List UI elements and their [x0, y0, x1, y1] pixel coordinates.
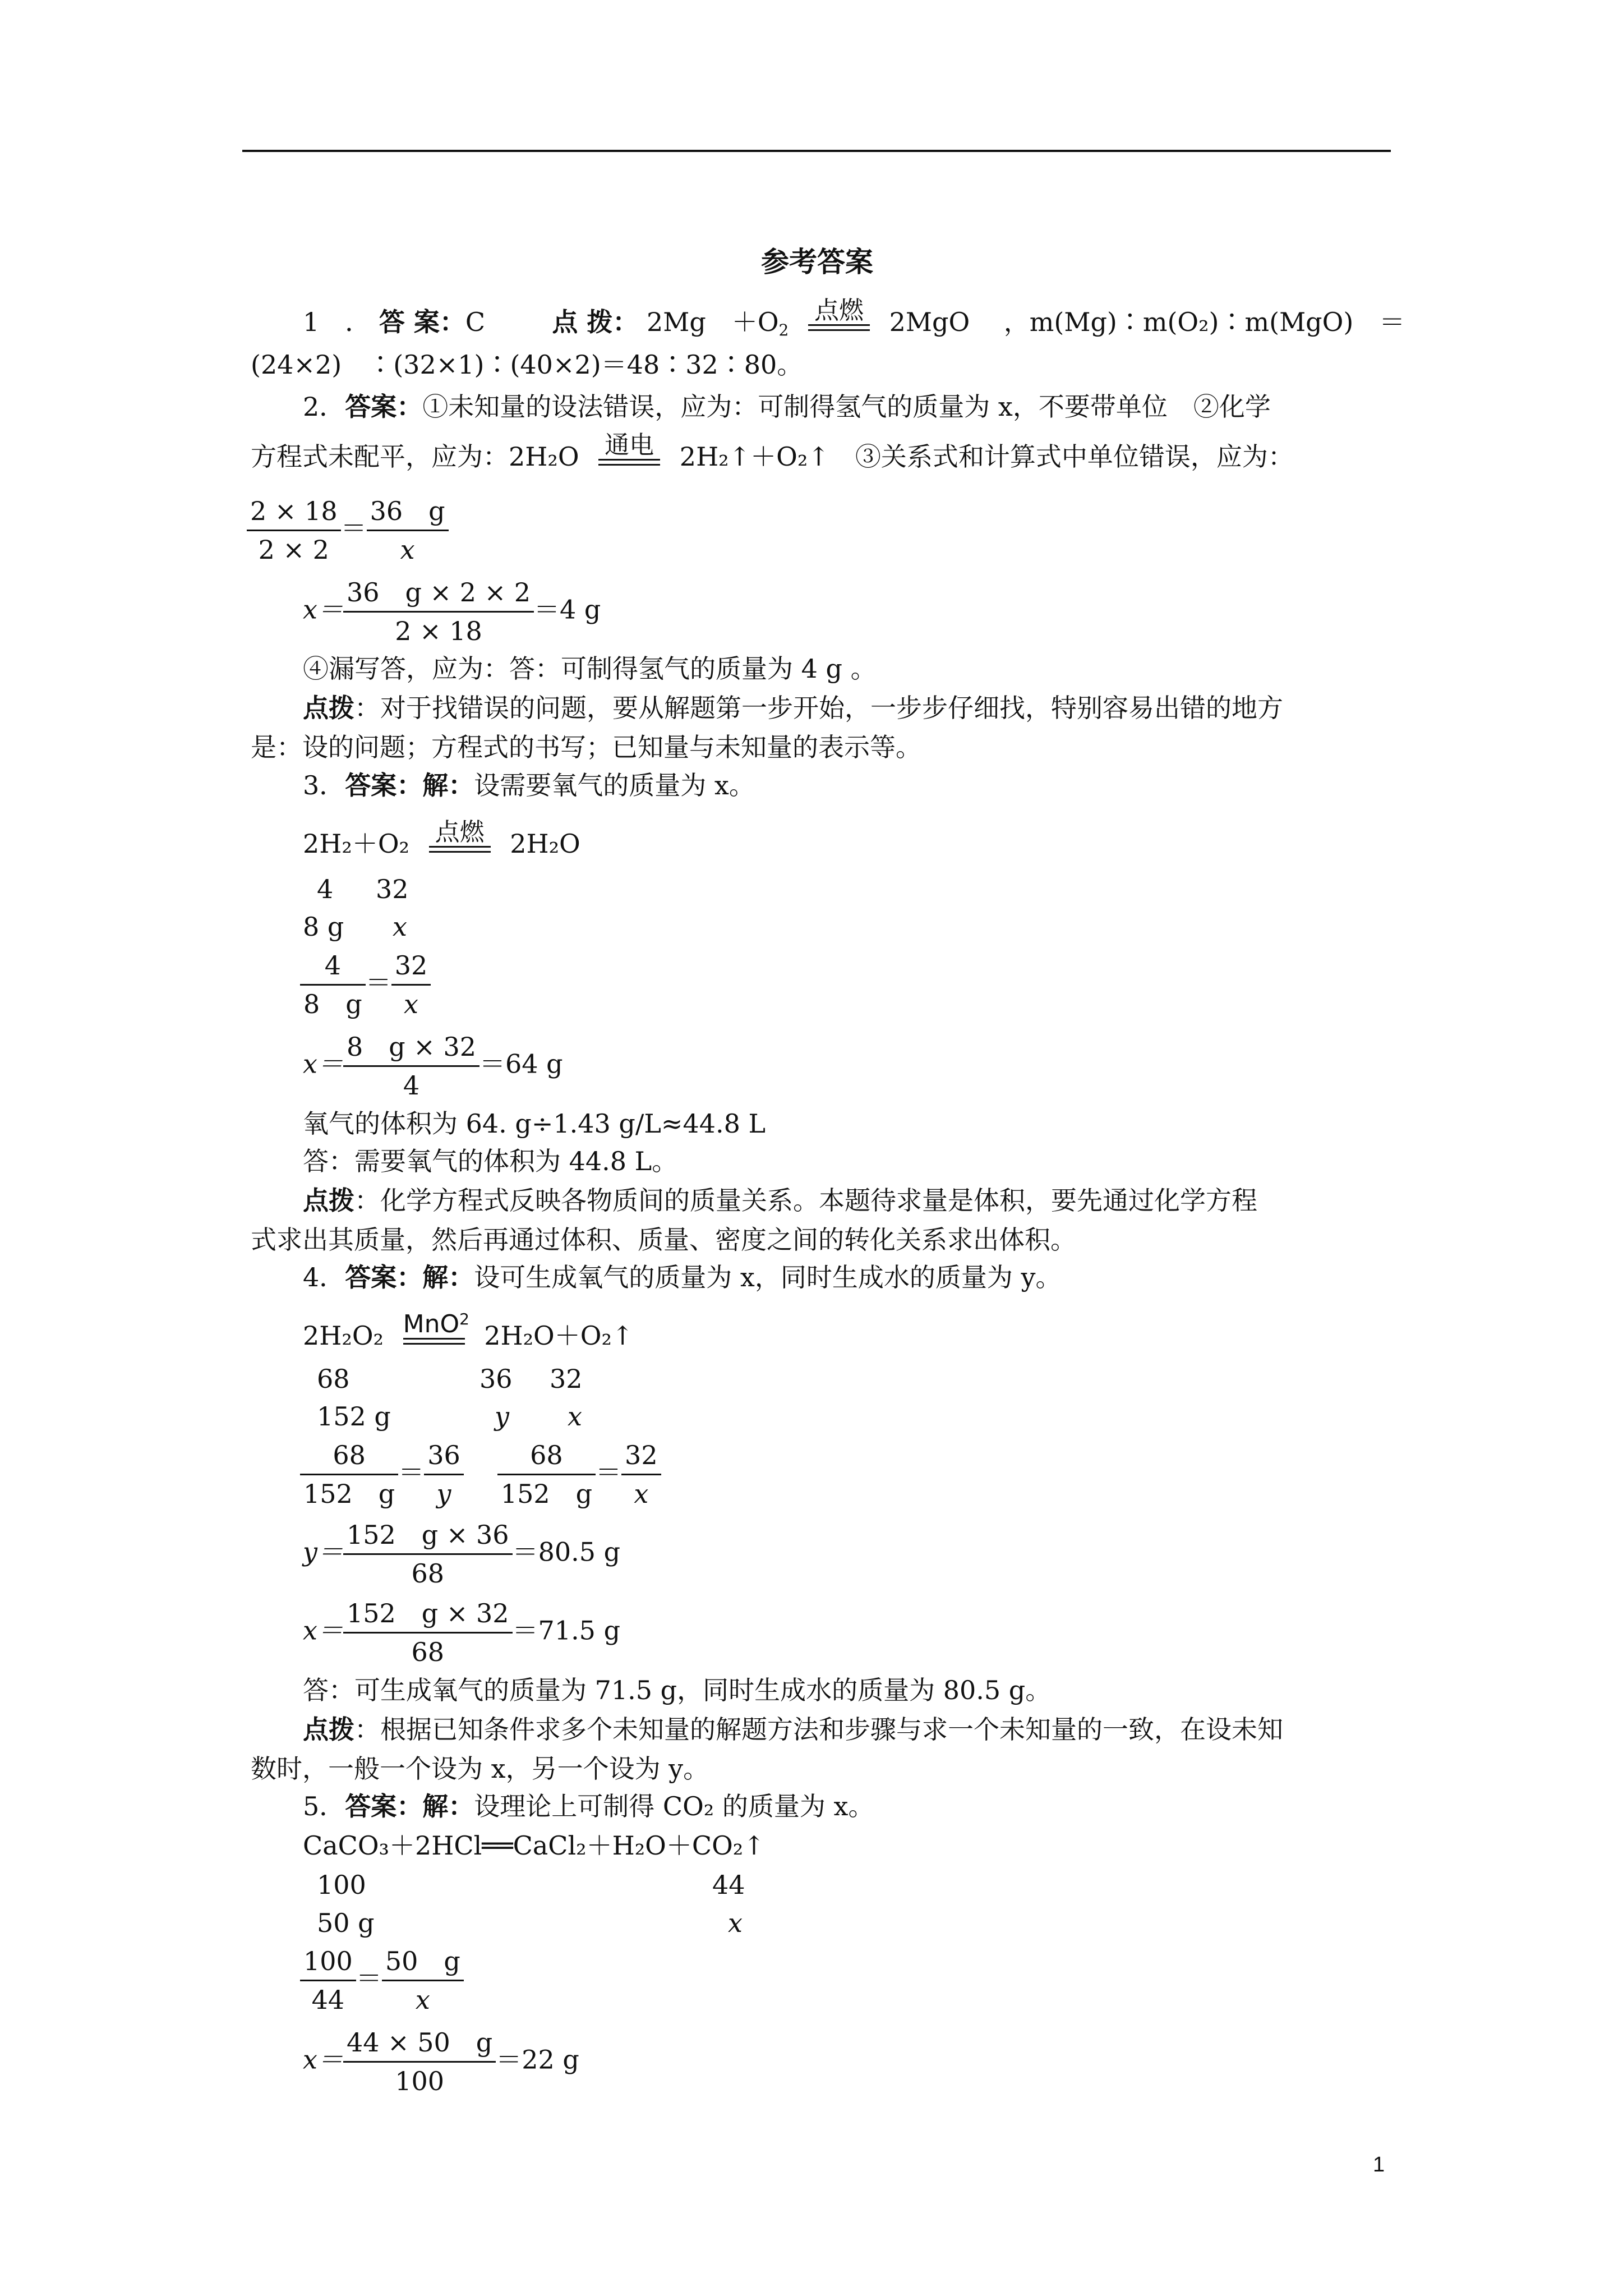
q1-answer: C [465, 307, 486, 337]
q5-calc-frac: $\frac{44 \times 50 g}{100}$ [343, 2025, 496, 2099]
q4-frac4: $\frac{32}{x}$ [621, 1438, 661, 1511]
q4-set: 设可生成氧气的质量为 x，同时生成水的质量为 y。 [474, 1262, 1062, 1292]
q5-r2a: 50 g [317, 1908, 375, 1938]
q3-hint-line1 [303, 1184, 1257, 1217]
q4-eq-left: 2H₂O₂ [303, 1320, 384, 1351]
q2-frac2: $\frac{36 g}{x}$ [367, 494, 449, 567]
q1-answer-label: 答 案： [379, 307, 465, 337]
q4-r2c: x [568, 1401, 582, 1432]
q2-frac1: $\frac{2 \times 18}{2 \times 2}$ [247, 494, 341, 567]
q3-r2b: x [393, 912, 407, 942]
q4-x-lhs: x＝ [303, 1615, 343, 1646]
q4-r2a: 152 g [317, 1401, 391, 1432]
q3-eq-left: 2H₂＋O₂ [303, 829, 409, 859]
q1-eq-left: 2Mg ＋O [647, 307, 779, 337]
q4-r1a: 68 [317, 1364, 350, 1394]
q3-calc-frac: $\frac{8 g \times 32}{4}$ [343, 1029, 479, 1103]
q3-eq-right: 2H₂O [510, 829, 580, 859]
q4-hint-line2: 数时，一般一个设为 x，另一个设为 y。 [251, 1754, 709, 1784]
q5-frac2: $\frac{50 g}{x}$ [382, 1944, 464, 2017]
q5-r1a: 100 [317, 1870, 366, 1900]
q4-answer-label: 答案：解： [345, 1262, 474, 1292]
q5-calc [303, 2025, 579, 2099]
q3-answer-label: 答案：解： [345, 770, 474, 800]
q3-condition: 点燃 [429, 819, 491, 861]
q2-line5: ④漏写答，应为：答：可制得氢气的质量为 4 g 。 [303, 654, 877, 684]
q4-x-frac: $\frac{152 g \times 32}{68}$ [343, 1596, 513, 1669]
q1-eq-right: 2MgO [889, 307, 970, 337]
q2-calc-frac: $\frac{36 g \times 2 \times 2}{2 \times 18}$ [343, 575, 534, 648]
q4-condition: MnO$^2$ [403, 1311, 465, 1352]
q3-num: 3． [303, 770, 345, 800]
q4-hint-label: 点拨 [303, 1714, 354, 1745]
q2-hint-line1 [303, 691, 1283, 725]
q3-answer-text: 答：需要氧气的体积为 44.8 L。 [303, 1146, 678, 1176]
q3-line1 [303, 769, 755, 802]
q3-r1b: 32 [376, 874, 409, 904]
q5-r2b: x [728, 1908, 743, 1938]
q4-frac3: $\frac{68}{152 g}$ [497, 1438, 596, 1511]
q1-num: 1 ． [303, 307, 371, 337]
q2-condition: 通电 [598, 432, 660, 473]
q5-line1 [303, 1789, 874, 1823]
q5-calc-rhs: ＝22 g [496, 2044, 579, 2075]
q1-line1 [303, 297, 1405, 339]
q5-r1b: 44 [712, 1870, 745, 1900]
q4-proportions: $\frac{68}{152 g}$ ＝ $\frac{36}{y}$ $\frac{68}{152 g}$ ＝ $\frac{32}{x}$ [300, 1438, 661, 1511]
q4-frac1: $\frac{68}{152 g}$ [300, 1438, 398, 1511]
q4-r2b: y [495, 1401, 509, 1432]
header-rule [242, 150, 1391, 152]
q2-text2a: 方程式未配平，应为：2H₂O [251, 441, 579, 472]
q4-line1 [303, 1260, 1061, 1294]
q4-x-rhs: ＝71.5 g [512, 1615, 621, 1646]
q5-num: 5． [303, 1791, 345, 1821]
q1-line2: (24×2) ∶(32×1)∶(40×2)＝48∶32∶80。 [251, 349, 803, 380]
q2-hint-line2: 是：设的问题；方程式的书写；已知量与未知量的表示等。 [251, 732, 921, 762]
q2-num: 2． [303, 392, 345, 422]
q2-line1 [303, 390, 1271, 424]
q3-volume: 氧气的体积为 64. g÷1.43 g/L≈44.8 L [303, 1108, 766, 1139]
q2-calc [303, 575, 601, 648]
q3-r2a: 8 g [303, 912, 344, 942]
q4-r1c: 32 [550, 1364, 583, 1394]
q3-calc-lhs: x＝ [303, 1048, 343, 1079]
q2-calc-rhs: ＝4 g [534, 594, 601, 625]
q4-y-rhs: ＝80.5 g [512, 1536, 621, 1567]
q2-hint1: ：对于找错误的问题，要从解题第一步开始，一步步仔细找，特别容易出错的地方 [354, 693, 1283, 723]
q1-ratio: ，m(Mg)∶m(O₂)∶m(MgO) ＝ [978, 307, 1405, 337]
q1-hint-label: 点 拨： [552, 307, 639, 337]
q4-hint1: ：根据已知条件求多个未知量的解题方法和步骤与求一个未知量的一致，在设未知 [354, 1714, 1283, 1745]
q2-text1: ①未知量的设法错误，应为：可制得氢气的质量为 x，不要带单位 ②化学 [422, 392, 1271, 422]
q2-answer-label: 答案： [345, 392, 423, 422]
q2-line2 [251, 432, 1294, 473]
q3-frac2: $\frac{32}{x}$ [391, 948, 431, 1022]
q3-hint-label: 点拨 [303, 1185, 354, 1216]
q5-set: 设理论上可制得 CO₂ 的质量为 x。 [474, 1791, 874, 1821]
page-title: 参考答案 [761, 246, 873, 278]
q2-calc-lhs: x＝ [303, 594, 343, 625]
q2-hint-label: 点拨 [303, 693, 354, 723]
q2-text2b: 2H₂↑＋O₂↑ ③关系式和计算式中单位错误，应为： [679, 441, 1294, 472]
q4-num: 4． [303, 1262, 345, 1292]
q3-frac1: $\frac{4}{8 g}$ [300, 948, 366, 1022]
q3-proportion: $\frac{4}{8 g}$ ＝ $\frac{32}{x}$ [300, 948, 431, 1022]
q5-frac1: $\frac{100}{44}$ [300, 1944, 356, 2017]
q4-frac2: $\frac{36}{y}$ [424, 1438, 464, 1511]
q4-eq-right: 2H₂O＋O₂↑ [484, 1320, 634, 1351]
q5-equation: CaCO₃＋2HCl══CaCl₂＋H₂O＋CO₂↑ [303, 1830, 765, 1861]
page-number: 1 [1373, 2153, 1385, 2177]
q3-r1a: 4 [317, 874, 334, 904]
q3-calc [303, 1029, 563, 1103]
q4-answer-text: 答：可生成氧气的质量为 71.5 g，同时生成水的质量为 80.5 g。 [303, 1675, 1052, 1705]
q5-answer-label: 答案：解： [345, 1791, 474, 1821]
q3-set: 设需要氧气的质量为 x。 [474, 770, 755, 800]
q3-hint-line2: 式求出其质量，然后再通过体积、质量、密度之间的转化关系求出体积。 [251, 1225, 1076, 1255]
q2-proportion: $\frac{2 \times 18}{2 \times 2}$ ＝ $\frac{36 g}{x}$ [247, 494, 449, 567]
q4-x-calc [303, 1596, 620, 1669]
q3-hint1: ：化学方程式反映各物质间的质量关系。本题待求量是体积，要先通过化学方程 [354, 1185, 1257, 1216]
q1-condition: 点燃 [808, 297, 870, 339]
q3-calc-rhs: ＝64 g [479, 1048, 563, 1079]
q4-y-frac: $\frac{152 g \times 36}{68}$ [343, 1517, 513, 1591]
q4-y-lhs: y＝ [303, 1536, 343, 1567]
q4-hint-line1 [303, 1713, 1283, 1746]
q5-calc-lhs: x＝ [303, 2044, 343, 2075]
q4-r1b: 36 [479, 1364, 513, 1394]
q5-proportion: $\frac{100}{44}$ ＝ $\frac{50 g}{x}$ [300, 1944, 464, 2017]
q4-y-calc [303, 1517, 620, 1591]
q4-equation [303, 1311, 633, 1352]
q3-equation [303, 819, 580, 861]
q1-eq-left-sub: 2 [778, 321, 789, 339]
